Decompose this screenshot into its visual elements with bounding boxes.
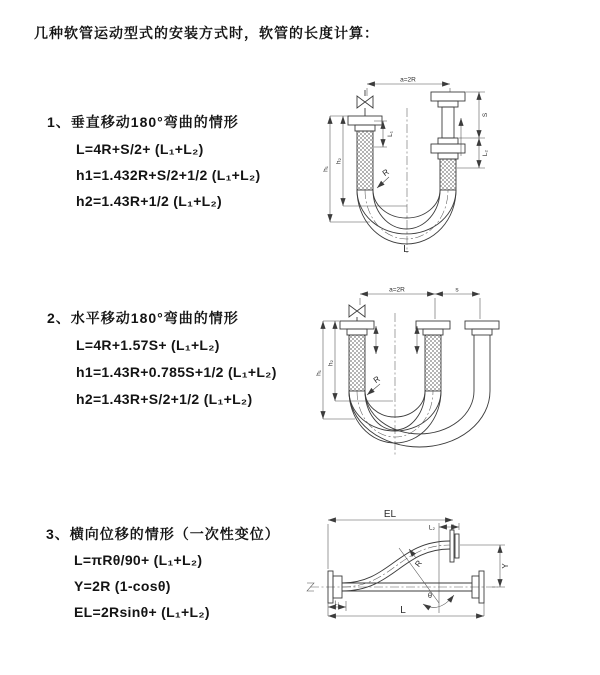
dim-h1-label: h₁ bbox=[322, 166, 330, 172]
dim-l1-label: L₁ bbox=[334, 600, 340, 607]
dimension-y bbox=[460, 545, 510, 587]
dimension-s bbox=[459, 92, 489, 138]
dim-a2r-label: a=2R bbox=[389, 286, 405, 294]
section1-formula-h1: h1=1.432R+S/2+1/2 (L₁+L₂) bbox=[76, 167, 261, 183]
dim-h2-label: h₂ bbox=[335, 157, 343, 165]
flange-assembly-left bbox=[340, 321, 374, 391]
hose-u-bend-moved bbox=[349, 391, 490, 447]
dim-l1-label: L₁ bbox=[387, 131, 394, 137]
dim-h1-label: h₁ bbox=[315, 370, 323, 376]
dim-s-label: s bbox=[455, 286, 459, 294]
section2-heading: 2、水平移动180°弯曲的情形 bbox=[47, 310, 239, 326]
section3-formula-Y: Y=2R (1-cosθ) bbox=[74, 578, 171, 594]
section3-formula-L: L=πRθ/90+ (L₁+L₂) bbox=[74, 552, 203, 568]
dim-l-label: L bbox=[400, 605, 406, 616]
dimension-l1 bbox=[328, 601, 346, 612]
dimension-a2r bbox=[367, 77, 450, 97]
section3-formula-EL: EL=2Rsinθ+ (L₁+L₂) bbox=[74, 604, 210, 620]
radius-callout bbox=[409, 549, 424, 569]
flange-assembly-moved bbox=[465, 321, 499, 391]
dim-el-label: EL bbox=[383, 509, 397, 520]
dimension-a2r bbox=[360, 287, 480, 320]
angle-label: θ bbox=[427, 591, 433, 600]
dim-l2-label: L₂ bbox=[482, 149, 489, 157]
hose-s-curve-moved bbox=[342, 541, 450, 591]
dim-y-label: Y bbox=[501, 563, 510, 569]
dim-a2r-label: a=2R bbox=[400, 76, 416, 84]
section2-formula-h1: h1=1.43R+0.785S+1/2 (L₁+L₂) bbox=[76, 364, 277, 380]
section1-formula-L: L=4R+S/2+ (L₁+L₂) bbox=[76, 141, 204, 157]
upper-flange-moved bbox=[450, 530, 459, 562]
braided-hose-right bbox=[440, 159, 456, 190]
dimension-l2 bbox=[429, 523, 459, 532]
section1-formula-h2: h2=1.43R+1/2 (L₁+L₂) bbox=[76, 193, 223, 209]
radius-label: R bbox=[371, 374, 382, 385]
dimension-l bbox=[328, 600, 484, 616]
left-pipe-assembly bbox=[348, 116, 382, 190]
right-pipe-assembly bbox=[431, 92, 465, 190]
hose-u-bend bbox=[357, 190, 456, 244]
angle-callout bbox=[423, 591, 454, 607]
radius-label: R bbox=[380, 167, 391, 178]
valve-icon bbox=[357, 90, 373, 116]
dimension-el bbox=[328, 509, 453, 569]
page-title: 几种软管运动型式的安装方式时，软管的长度计算： bbox=[34, 25, 379, 41]
dimension-s bbox=[435, 287, 480, 295]
metal-end-dims bbox=[376, 326, 417, 354]
radius-callout bbox=[367, 374, 382, 395]
diagram-horizontal-180-bend bbox=[313, 283, 600, 473]
section2-formula-h2: h2=1.43R+S/2+1/2 (L₁+L₂) bbox=[76, 391, 253, 407]
flange-assembly-middle bbox=[416, 321, 450, 391]
dim-h2-label: h₂ bbox=[327, 359, 335, 367]
dim-l2-label: L₂ bbox=[428, 524, 435, 532]
section1-heading: 1、垂直移动180°弯曲的情形 bbox=[47, 114, 239, 130]
radius-callout bbox=[377, 167, 391, 188]
braided-hose-left bbox=[349, 335, 365, 391]
length-label: L bbox=[403, 244, 409, 255]
braided-hose-left bbox=[357, 131, 373, 190]
diagram-vertical-180-bend bbox=[315, 72, 600, 257]
diagram-lateral-displacement bbox=[302, 503, 600, 658]
radius-label: R bbox=[413, 558, 424, 569]
valve-icon bbox=[349, 305, 365, 321]
section3-heading: 3、横向位移的情形（一次性变位） bbox=[46, 526, 280, 542]
braided-hose-middle bbox=[425, 335, 441, 391]
section2-formula-L: L=4R+1.57S+ (L₁+L₂) bbox=[76, 337, 220, 353]
dim-s-label: S bbox=[482, 112, 489, 118]
